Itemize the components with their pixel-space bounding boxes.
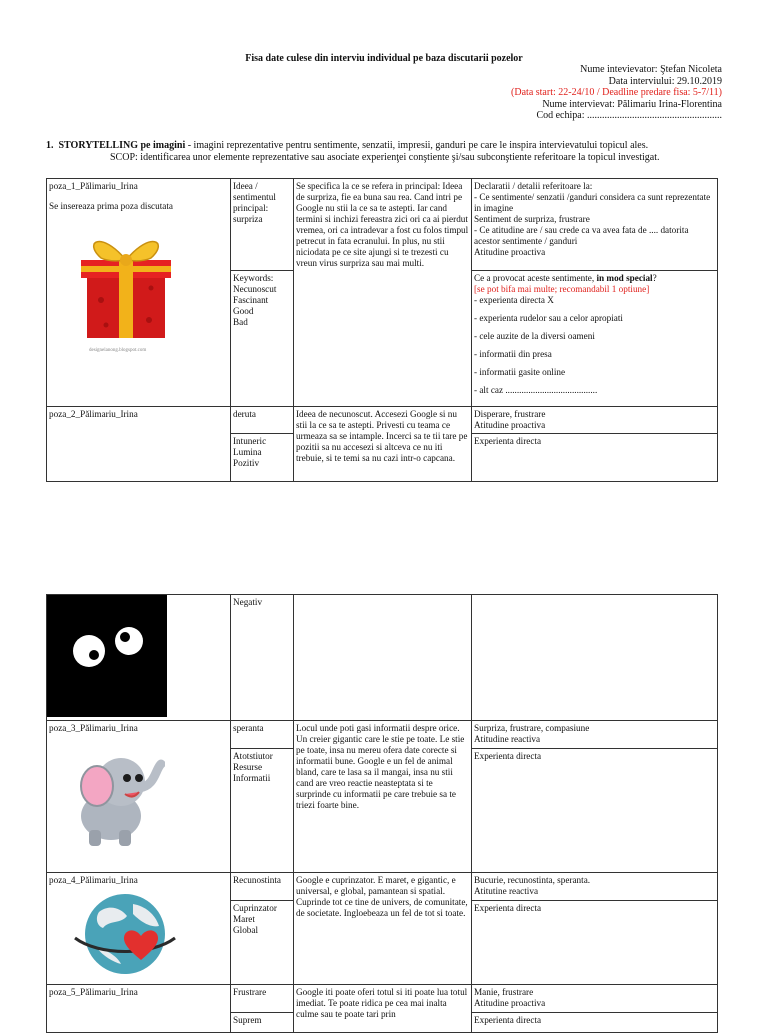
table-row	[47, 873, 718, 901]
team-code: Cod echipa: ......................................................	[536, 110, 722, 121]
cause-cell: Experienta directa	[472, 1013, 718, 1033]
section-heading	[46, 140, 736, 152]
section-heading-bold: STORYTELLING pe imagini	[58, 140, 186, 151]
cause-cell: Experienta directa	[472, 749, 718, 873]
document-title: Fisa date culese din interviu individual pe baza discutarii pozelor	[245, 53, 523, 64]
table-row	[47, 179, 718, 271]
statement-line: - Ce sentimente/ senzatii /ganduri considera ca sunt reprezentate in imagine	[474, 192, 711, 213]
photo-label: poza_3_Pălimariu_Irina	[49, 723, 138, 733]
keywords-cell: Negativ	[231, 595, 294, 721]
statement-line: Declaratii / detalii referitoare la:	[474, 181, 593, 191]
keyword: Necunoscut	[233, 284, 277, 294]
photo-cell: poza_2_Pălimariu_Irina	[47, 407, 231, 482]
feelings-cell: Manie, frustrare Atitudine proactiva	[472, 985, 718, 1013]
cause-cell	[472, 595, 718, 721]
keywords-cell	[231, 271, 294, 407]
elephant-image	[69, 742, 165, 850]
interviewee-name: Nume intervievat: Pălimariu Irina-Florentina	[542, 98, 722, 110]
description-cell: Google iti poate oferi totul si iti poate lua totul imediat. Te poate ridica pe cea mai inalta culme sau te poate tari prin	[294, 985, 472, 1033]
interview-meta	[511, 64, 722, 122]
cause-cell	[472, 271, 718, 407]
section-intro	[46, 140, 736, 164]
cause-cell: Experienta directa	[472, 434, 718, 482]
photo-cell	[47, 595, 231, 721]
section-scope: SCOP: identificarea unor elemente reprezentative sau asociate experienţei conştiente şi/sau subconştiente referitoare la topicul investigat.	[110, 152, 660, 163]
keyword: Cuprinzator	[233, 903, 277, 913]
photo-label: poza_1_Pălimariu_Irina	[49, 181, 138, 191]
photo-table-1	[46, 178, 718, 482]
statements-cell	[472, 179, 718, 271]
cause-option: - informatii gasite online	[474, 367, 566, 377]
cause-option: - cele auzite de la diversi oameni	[474, 331, 595, 341]
keyword: Fascinant	[233, 295, 269, 305]
description-cell: Ideea de necunoscut. Accesezi Google si nu stii la ce sa te astepti. Privesti cu teama ce urmeaza sa se intample. Incerci sa te tii tare pe pozitii sa nu accesezi si altceva ce nu iti trebuie, si te temi sa nu cazi intr-o capcana.	[294, 407, 472, 482]
cause-note: [se pot bifa mai multe; recomandabil 1 optiune]	[474, 284, 650, 294]
statement-line: Atitudine proactiva	[474, 247, 546, 257]
interview-date: Data interviului: 29.10.2019	[608, 75, 722, 87]
keyword: Good	[233, 306, 254, 316]
idea-cell: Recunostinta	[231, 873, 294, 901]
eyes-in-dark-image	[47, 595, 167, 717]
photo-cell: poza_5_Pălimariu_Irina	[47, 985, 231, 1033]
feelings-cell: Surpriza, frustrare, compasiune Atitudine reactiva	[472, 721, 718, 749]
cause-cell: Experienta directa	[472, 901, 718, 985]
cause-option: - experienta rudelor sau a celor apropiati	[474, 313, 623, 323]
keywords-cell	[231, 749, 294, 873]
photo-cell	[47, 873, 231, 985]
statement-line: - Ce atitudine are / sau crede ca va avea fata de .... datorita acestor sentimente / ganduri	[474, 225, 689, 246]
description-cell: Locul unde poti gasi informatii despre orice. Un creier gigantic care le stie pe toate. Le stie pe toate, insa nu mereu ofera date corecte si informatii bune. Google e un fel de animal bland, care te lasa sa il mangai, insa nu stii cand are vreo reactie neasteptata si te surprinde cu informatii pe care trebuie sa te triezi foarte bine.	[294, 721, 472, 873]
cause-option: - informatii din presa	[474, 349, 552, 359]
keyword: Informatii	[233, 773, 271, 783]
keyword: Bad	[233, 317, 248, 327]
cause-option: - experienta directa X	[474, 295, 554, 305]
deadline-note: (Data start: 22-24/10 / Deadline predare fisa: 5-7/11)	[511, 87, 722, 98]
gift-box-image	[71, 230, 181, 342]
table-row	[47, 407, 718, 434]
table-row	[47, 595, 718, 721]
idea-cell: Ideea / sentimentul principal: surpriza	[231, 179, 294, 271]
interviewer-name: Nume intevievator: Ştefan Nicoleta	[580, 64, 722, 75]
photo-cell	[47, 179, 231, 407]
description-cell: Se specifica la ce se refera in principal: Ideea de surpriza, fie ea buna sau rea. Cand intri pe Google nu stii la ce sa te astepti. Iar cand termini si inchizi fereastra zici ori ca ai pierdut vremea, ori ca intradevar a fost cu folos timpul petrecut in fata ecranului. In plus, nu stii niciodata pe ce site ajungi si te trezesti cu vreun virus surpriza sau mai multi.	[294, 179, 472, 407]
keywords-cell	[231, 901, 294, 985]
cause-option: - alt caz ........................................	[474, 385, 598, 395]
feelings-cell: Bucurie, recunostinta, speranta. Atitutine reactiva	[472, 873, 718, 901]
table-row	[47, 985, 718, 1013]
keywords-cell: Suprem	[231, 1013, 294, 1033]
section-number: 1.	[46, 140, 54, 151]
keyword: Pozitiv	[233, 458, 260, 468]
keyword: Global	[233, 925, 259, 935]
cause-question: Ce a provocat aceste sentimente, in mod special?	[474, 273, 657, 283]
feelings-cell: Disperare, frustrare Atitudine proactiva	[472, 407, 718, 434]
description-cell	[294, 595, 472, 721]
photo-note: Se insereaza prima poza discutata	[49, 201, 173, 211]
photo-table-2	[46, 594, 718, 1033]
photo-label: poza_4_Pălimariu_Irina	[49, 875, 138, 885]
keyword: Atotstiutor	[233, 751, 273, 761]
keyword: Intuneric	[233, 436, 267, 446]
keyword: Keywords:	[233, 273, 274, 283]
keyword: Maret	[233, 914, 255, 924]
description-cell: Google e cuprinzator. E maret, e gigantic, e universal, e global, pamantean si spatial. Cuprinde tot ce tine de univers, de comunitate, de societate. Ingloebeaza un fel de tot si toate.	[294, 873, 472, 985]
idea-cell: speranta	[231, 721, 294, 749]
keywords-cell	[231, 434, 294, 482]
keyword: Resurse	[233, 762, 263, 772]
table-row	[47, 721, 718, 749]
statement-line: Sentiment de surpriza, frustrare	[474, 214, 590, 224]
globe-heart-image	[69, 890, 179, 976]
section-heading-text: - imagini reprezentative pentru sentimente, senzatii, impresii, ganduri pe care le inspira intervievatului topicul ales.	[185, 140, 649, 151]
idea-cell: Frustrare	[231, 985, 294, 1013]
photo-cell	[47, 721, 231, 873]
idea-cell: deruta	[231, 407, 294, 434]
image-caption: designelanong.blogspot.com	[89, 348, 147, 353]
keyword: Lumina	[233, 447, 262, 457]
